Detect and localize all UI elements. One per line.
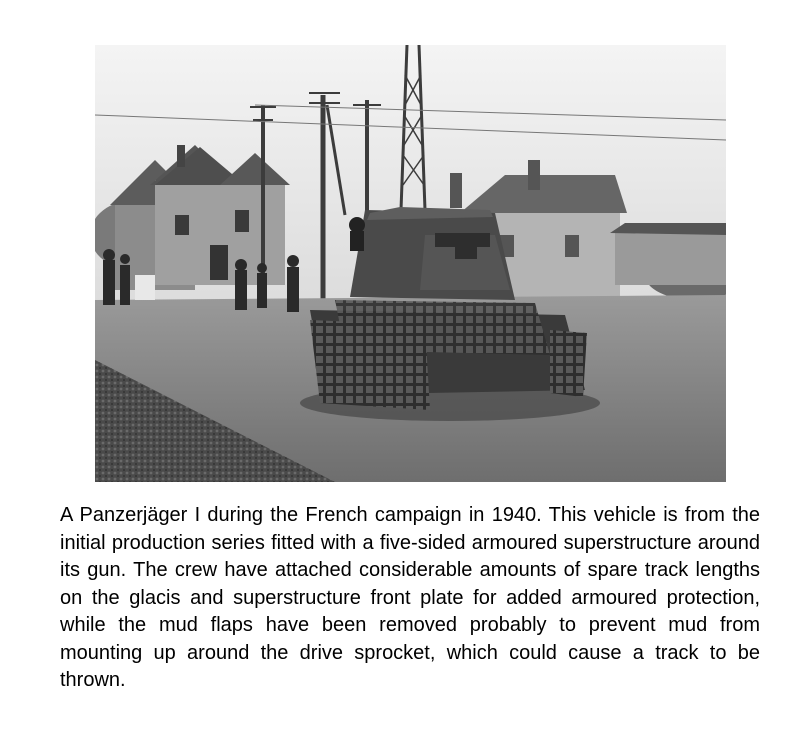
panzerjager-photo-illustration (95, 45, 726, 482)
photo-caption: A Panzerjäger I during the French campaign in 1940. This vehicle is from the initial production series fitted with a five-sided armoured superstructure around its gun. The crew have attached considerable amounts of spare track lengths on the glacis and superstructure front plate for added armoured protection, while the mud flaps have been removed probably to prevent mud from mounting up around the drive sprocket, which could cause a track to be thrown. (60, 504, 760, 691)
historical-photo (95, 45, 726, 482)
